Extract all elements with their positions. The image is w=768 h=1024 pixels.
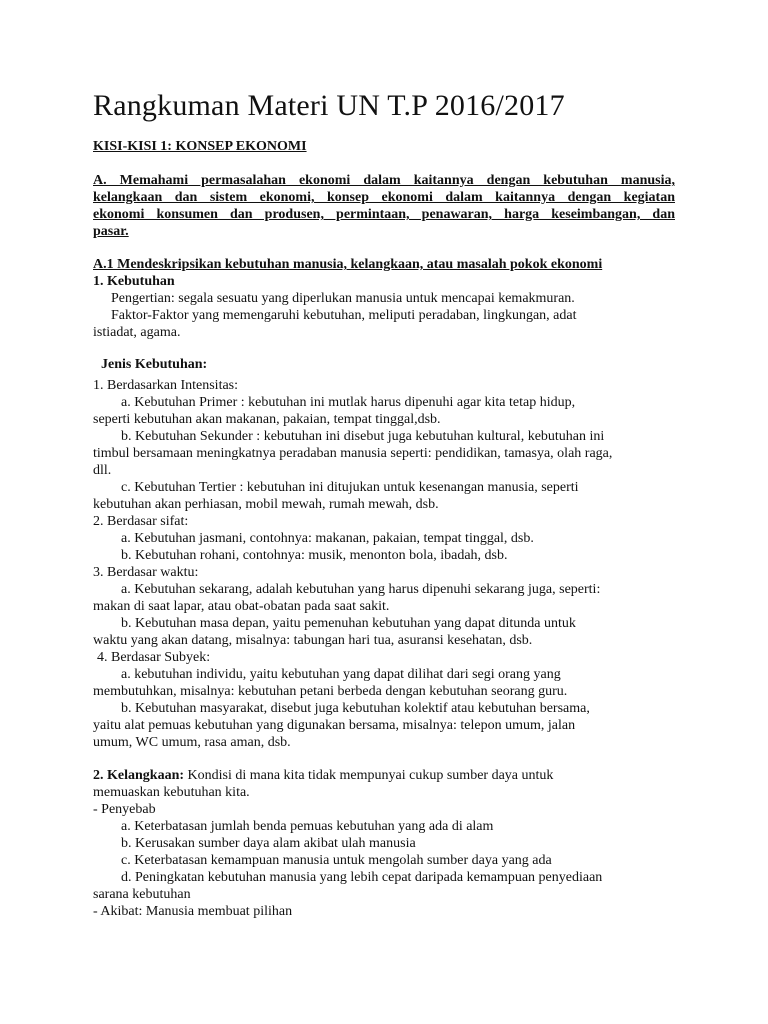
- waktu-b-line-2: waktu yang akan datang, misalnya: tabungan hari tua, asuransi kesehatan, dsb.: [93, 633, 533, 648]
- penyebab-item-a: a. Keterbatasan jumlah benda pemuas kebutuhan yang ada di alam: [121, 819, 494, 834]
- subyek-b-line-3: umum, WC umum, rasa aman, dsb.: [93, 735, 291, 750]
- kelangkaan-desc-1: Kondisi di mana kita tidak mempunyai cukup sumber daya untuk: [184, 768, 554, 783]
- subyek-a-line-2: membutuhkan, misalnya: kebutuhan petani berbeda dengan kebutuhan seorang guru.: [93, 684, 568, 699]
- subyek-a-line-1: a. kebutuhan individu, yaitu kebutuhan yang dapat dilihat dari segi orang yang: [121, 667, 561, 682]
- waktu-b-line-1: b. Kebutuhan masa depan, yaitu pemenuhan kebutuhan yang dapat ditunda untuk: [121, 616, 576, 631]
- penyebab-item-c: c. Keterbatasan kemampuan manusia untuk mengolah sumber daya yang ada: [121, 853, 552, 868]
- penyebab-label: - Penyebab: [93, 802, 156, 817]
- kebutuhan-faktor-line-2: istiadat, agama.: [93, 325, 181, 340]
- intensitas-label: 1. Berdasarkan Intensitas:: [93, 378, 239, 393]
- subyek-b-line-2: yaitu alat pemuas kebutuhan yang digunakan bersama, misalnya: telepon umum, jalan: [93, 718, 576, 733]
- kebutuhan-pengertian: Pengertian: segala sesuatu yang diperlukan manusia untuk mencapai kemakmuran.: [111, 291, 575, 306]
- kelangkaan-desc-2: memuaskan kebutuhan kita.: [93, 785, 250, 800]
- sifat-item-b: b. Kebutuhan rohani, contohnya: musik, menonton bola, ibadah, dsb.: [121, 548, 508, 563]
- subyek-label: 4. Berdasar Subyek:: [97, 650, 211, 665]
- section-a-line-1: A. Memahami permasalahan ekonomi dalam kaitannya dengan kebutuhan manusia,: [93, 173, 675, 188]
- sekunder-line-2: timbul bersamaan meningkatnya peradaban manusia seperti: pendidikan, tamasya, olah raga,: [93, 446, 613, 461]
- penyebab-item-d-line-2: sarana kebutuhan: [93, 887, 191, 902]
- waktu-a-line-1: a. Kebutuhan sekarang, adalah kebutuhan yang harus dipenuhi sekarang juga, seperti:: [121, 582, 601, 597]
- section-a-line-2: kelangkaan dan sistem ekonomi, konsep ekonomi dalam kaitannya dengan kegiatan: [93, 190, 675, 205]
- kisi-heading: KISI-KISI 1: KONSEP EKONOMI: [93, 139, 307, 154]
- kebutuhan-heading: 1. Kebutuhan: [93, 274, 175, 289]
- jenis-heading: Jenis Kebutuhan:: [101, 357, 208, 372]
- tertier-line-1: c. Kebutuhan Tertier : kebutuhan ini ditujukan untuk kesenangan manusia, seperti: [121, 480, 579, 495]
- kelangkaan-heading: 2. Kelangkaan:: [93, 768, 185, 783]
- akibat-line: - Akibat: Manusia membuat pilihan: [93, 904, 293, 919]
- sekunder-line-3: dll.: [93, 463, 112, 478]
- document-title: Rangkuman Materi UN T.P 2016/2017: [93, 89, 565, 122]
- sekunder-line-1: b. Kebutuhan Sekunder : kebutuhan ini disebut juga kebutuhan kultural, kebutuhan ini: [121, 429, 605, 444]
- tertier-line-2: kebutuhan akan perhiasan, mobil mewah, rumah mewah, dsb.: [93, 497, 439, 512]
- penyebab-item-b: b. Kerusakan sumber daya alam akibat ulah manusia: [121, 836, 416, 851]
- sifat-item-a: a. Kebutuhan jasmani, contohnya: makanan, pakaian, tempat tinggal, dsb.: [121, 531, 534, 546]
- primer-line-2: seperti kebutuhan akan makanan, pakaian, tempat tinggal,dsb.: [93, 412, 441, 427]
- section-a-line-4: pasar.: [93, 224, 129, 239]
- penyebab-item-d-line-1: d. Peningkatan kebutuhan manusia yang lebih cepat daripada kemampuan penyediaan: [121, 870, 603, 885]
- waktu-a-line-2: makan di saat lapar, atau obat-obatan pada saat sakit.: [93, 599, 390, 614]
- kelangkaan-line-1: [93, 767, 553, 784]
- kebutuhan-faktor-line-1: Faktor-Faktor yang memengaruhi kebutuhan, meliputi peradaban, lingkungan, adat: [111, 308, 577, 323]
- waktu-label: 3. Berdasar waktu:: [93, 565, 199, 580]
- section-a-line-3: ekonomi konsumen dan produsen, permintaan, penawaran, harga keseimbangan, dan: [93, 207, 675, 222]
- subyek-b-line-1: b. Kebutuhan masyarakat, disebut juga kebutuhan kolektif atau kebutuhan bersama,: [121, 701, 590, 716]
- primer-line-1: a. Kebutuhan Primer : kebutuhan ini mutlak harus dipenuhi agar kita tetap hidup,: [121, 395, 576, 410]
- sifat-label: 2. Berdasar sifat:: [93, 514, 189, 529]
- a1-heading: A.1 Mendeskripsikan kebutuhan manusia, kelangkaan, atau masalah pokok ekonomi: [93, 257, 603, 272]
